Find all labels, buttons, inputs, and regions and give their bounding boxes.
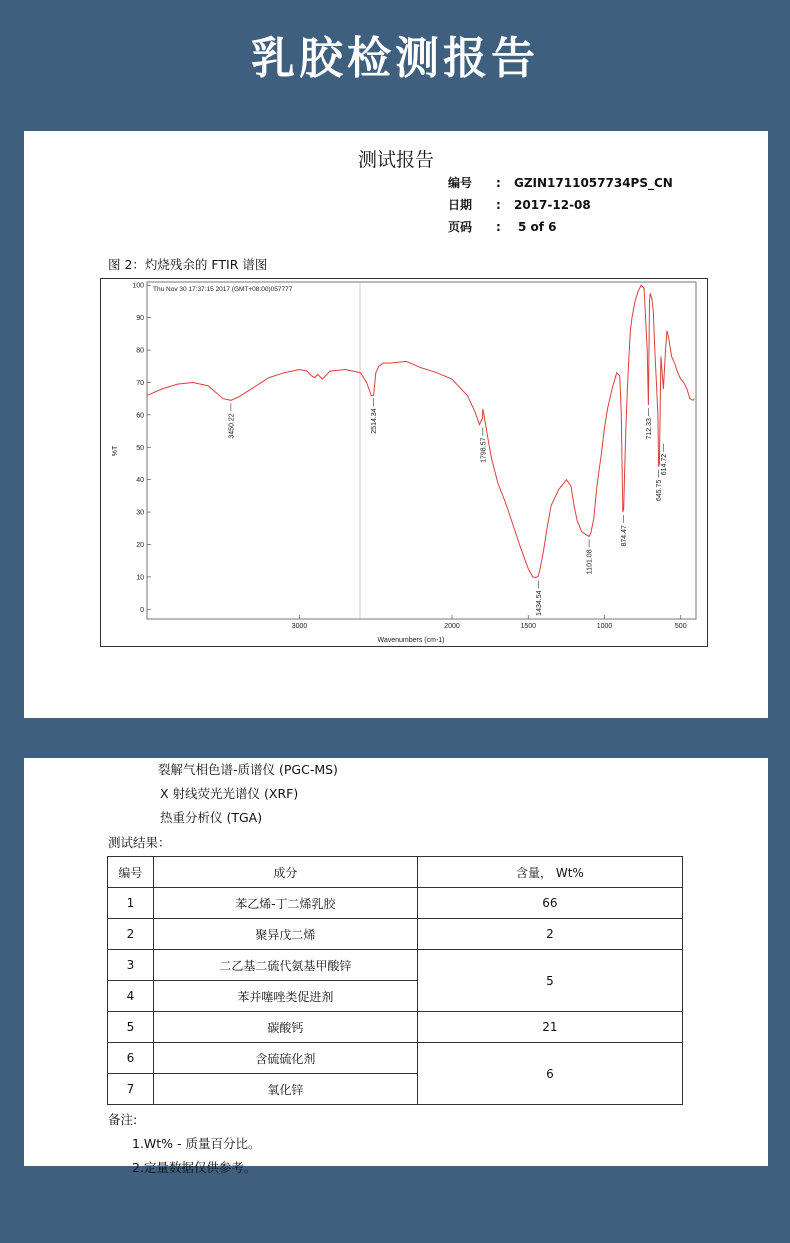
- peak-label: 874.47: [621, 525, 629, 547]
- y-tick-label: 70: [136, 379, 144, 387]
- y-tick-label: 40: [136, 477, 144, 485]
- row-component: 苯并噻唑类促进剂: [153, 981, 417, 1012]
- figure-caption: 图 2：灼烧残余的 FTIR 谱图: [108, 257, 268, 272]
- meta-date: 日期 : 2017-12-08: [448, 198, 591, 212]
- banner-title: 乳胶检测报告: [251, 33, 539, 84]
- row-component: 含硫硫化剂: [153, 1043, 417, 1074]
- peak-label: 614.72: [660, 453, 668, 476]
- report-title: 测试报告: [357, 149, 434, 171]
- row-number: 7: [108, 1074, 154, 1105]
- ftir-chart: [101, 279, 707, 646]
- y-tick-label: 20: [136, 541, 144, 549]
- note-item: 2.定量数据仅供参考。: [132, 1160, 257, 1175]
- results-table: [107, 856, 683, 1105]
- meta-report-number: 编号 : GZIN1711057734PS_CN: [448, 176, 673, 190]
- table-row: [108, 919, 683, 950]
- y-tick-label: 60: [136, 412, 144, 420]
- x-tick-label: 500: [674, 623, 687, 630]
- x-tick-label: 1000: [596, 623, 613, 630]
- meta-page: 页码 : 5 of 6: [448, 220, 557, 234]
- y-tick-label: 30: [136, 509, 144, 517]
- chart-header-text: Thu Nov 30 17:37:15 2017 (GMT+08:00)057777: [153, 286, 293, 293]
- peak-label: 1101.08: [586, 549, 594, 575]
- y-tick-label: 90: [136, 315, 144, 323]
- row-component: 聚异戊二烯: [153, 919, 417, 950]
- y-tick-label: 0: [140, 606, 144, 614]
- x-axis-label: Wavenumbers (cm-1): [377, 637, 445, 644]
- plot-area-border: [147, 282, 696, 619]
- peak-label: 2514.34: [371, 408, 379, 434]
- row-content: 6: [417, 1043, 682, 1105]
- table-row: [108, 888, 683, 919]
- header-component: 成分: [153, 857, 417, 888]
- x-tick-label: 1500: [520, 623, 537, 630]
- note-item: 1.Wt% - 质量百分比。: [132, 1136, 261, 1151]
- method-item-xrf: X 射线荧光光谱仪 (XRF): [160, 786, 299, 801]
- table-row: [108, 1012, 683, 1043]
- row-number: 1: [108, 888, 154, 919]
- table-row: [108, 1043, 683, 1074]
- ftir-chart-frame: [100, 278, 708, 647]
- x-tick-label: 2000: [444, 623, 460, 630]
- row-number: 3: [108, 950, 154, 981]
- report-page-panel: [24, 131, 768, 718]
- table-header-row: [108, 857, 683, 888]
- header-number: 编号: [108, 857, 154, 888]
- peak-label: 645.75: [656, 479, 664, 502]
- row-content: 5: [417, 950, 682, 1012]
- peak-label: 1798.57: [480, 437, 488, 463]
- row-component: 碳酸钙: [153, 1012, 417, 1043]
- peak-label: 3450.22: [228, 413, 236, 439]
- notes-label: 备注:: [108, 1112, 138, 1127]
- results-page-panel: [24, 758, 768, 1175]
- row-component: 苯乙烯-丁二烯乳胶: [153, 888, 417, 919]
- peak-label: 1434.54: [535, 590, 543, 616]
- y-axis-label: %T: [112, 445, 119, 457]
- y-tick-label: 80: [136, 347, 144, 355]
- results-label: 测试结果：: [108, 835, 171, 850]
- peak-label: 712.33: [645, 418, 653, 440]
- y-tick-label: 50: [136, 444, 144, 452]
- row-number: 2: [108, 919, 154, 950]
- row-number: 5: [108, 1012, 154, 1043]
- table-row: [108, 950, 683, 981]
- method-item-tga: 热重分析仪 (TGA): [160, 810, 263, 825]
- row-content: 66: [417, 888, 682, 919]
- header-content: 含量， Wt%: [417, 857, 682, 888]
- row-number: 6: [108, 1043, 154, 1074]
- row-content: 21: [417, 1012, 682, 1043]
- row-component: 氧化锌: [153, 1074, 417, 1105]
- x-tick-label: 3000: [291, 623, 308, 630]
- row-component: 二乙基二硫代氨基甲酸锌: [153, 950, 417, 981]
- row-content: 2: [417, 919, 682, 950]
- y-tick-label: 100: [132, 282, 144, 290]
- y-tick-label: 10: [136, 574, 144, 582]
- method-item-pgc-ms: 裂解气相色谱-质谱仪 (PGC-MS): [158, 762, 338, 777]
- row-number: 4: [108, 981, 154, 1012]
